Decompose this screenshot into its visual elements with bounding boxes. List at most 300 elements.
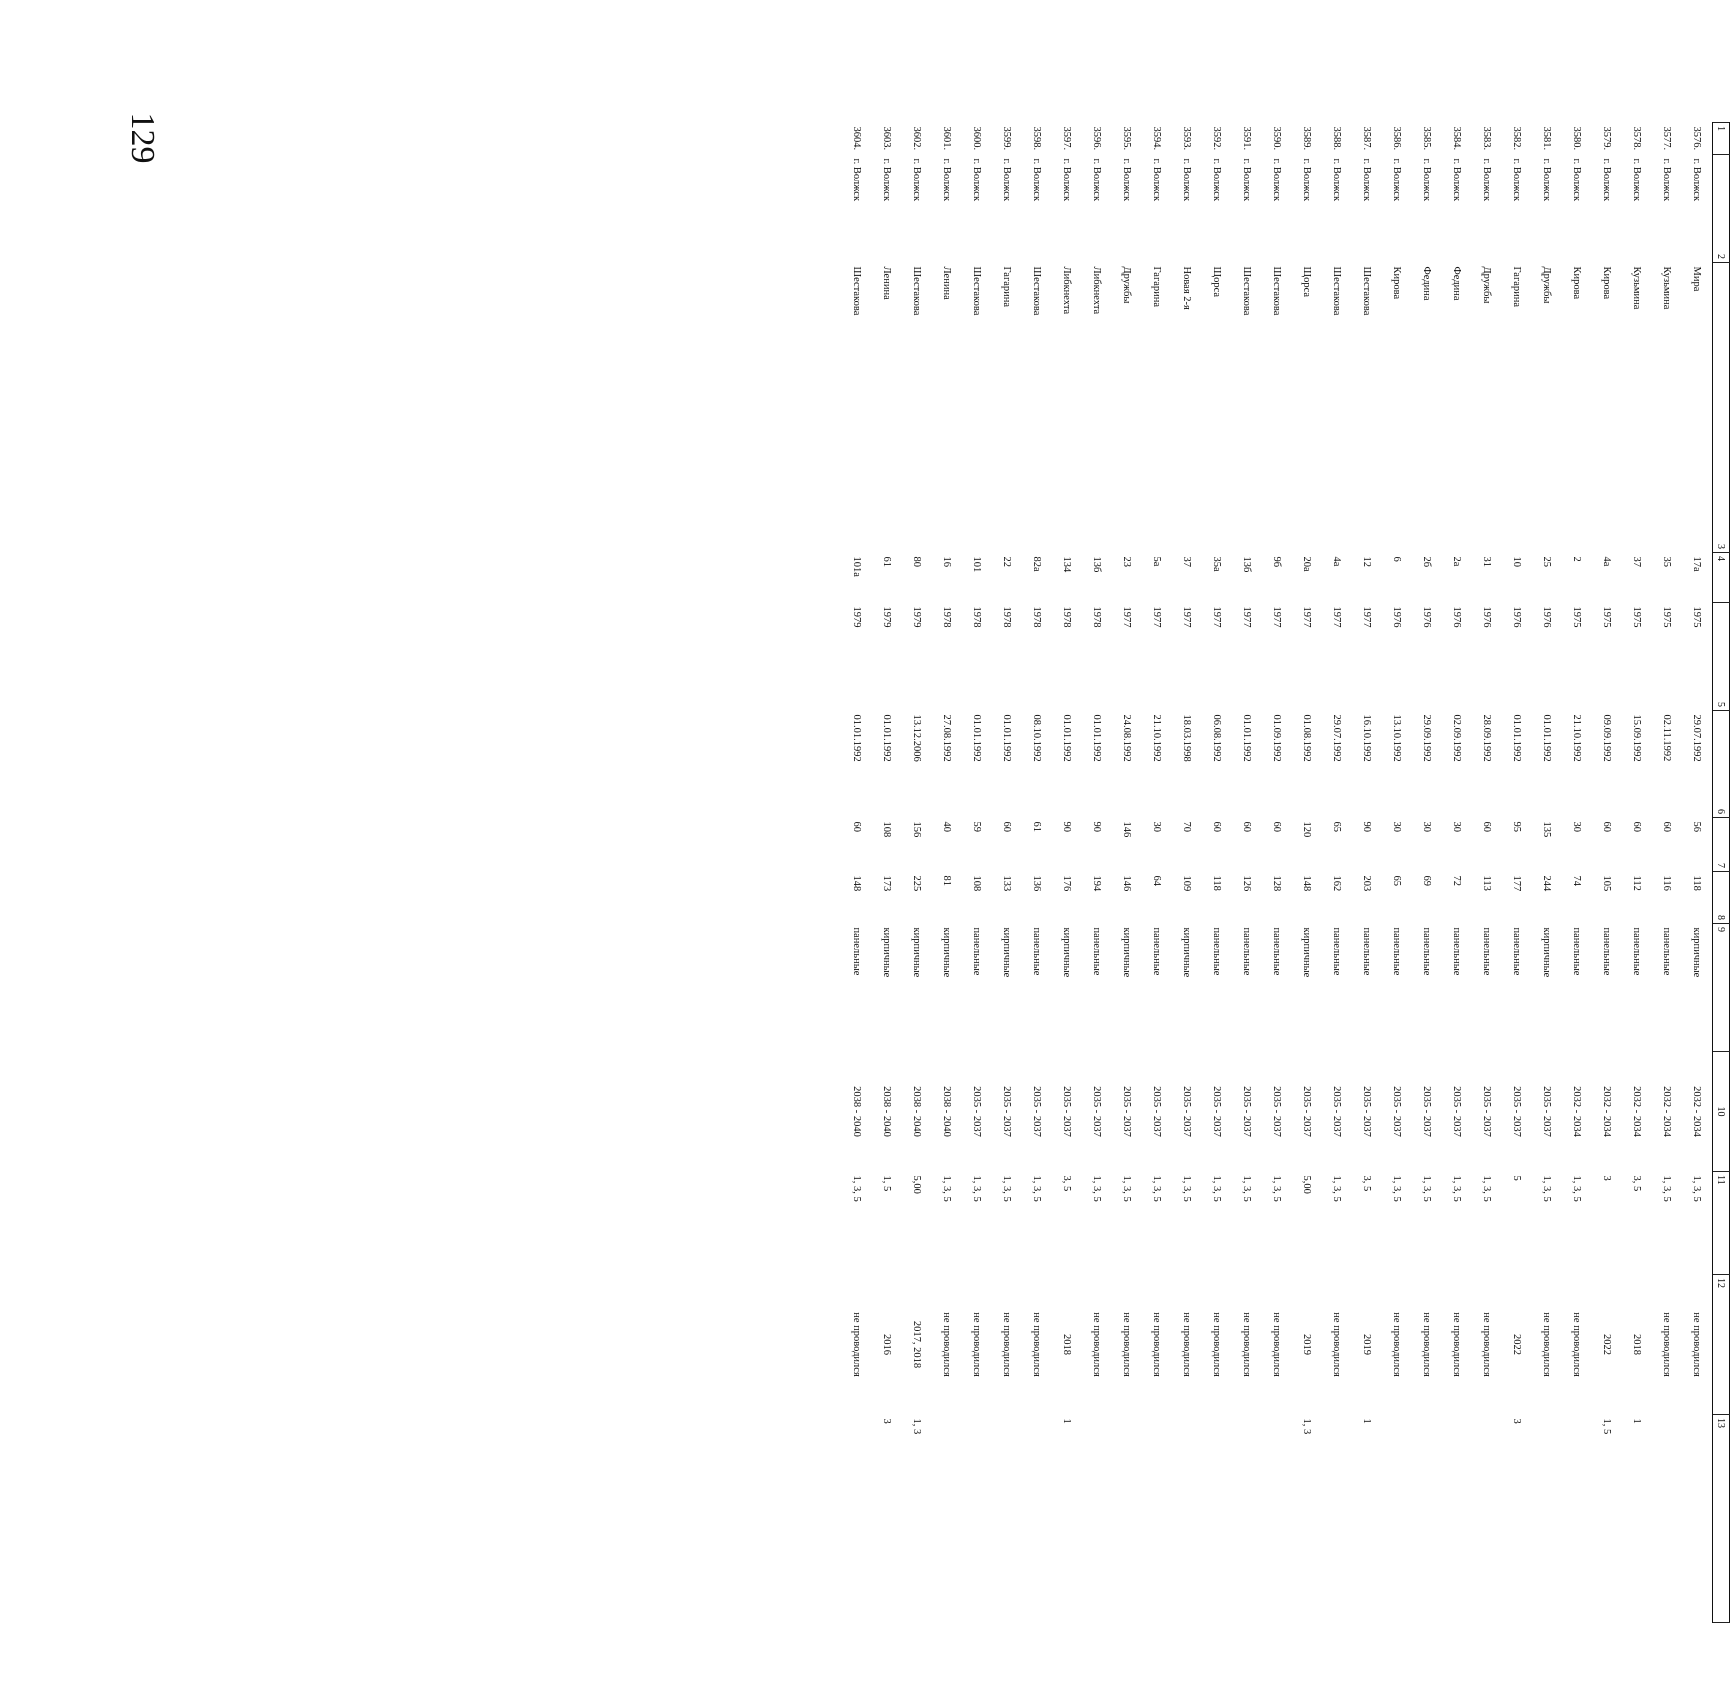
- table-cell: 1, 3, 5: [1271, 1175, 1283, 1202]
- table-cell: 1, 3, 5: [1391, 1175, 1403, 1202]
- table-body: [842, 123, 1713, 1623]
- table-cell: 162: [1331, 875, 1343, 892]
- table-cell: не проводился: [1481, 1312, 1493, 1377]
- table-cell: 3583.: [1481, 126, 1493, 151]
- table-cell: 244: [1541, 875, 1553, 892]
- table-cell: 9б: [1271, 556, 1283, 568]
- table-row: [992, 123, 1022, 1623]
- table-cell: г. Волжск: [941, 158, 953, 202]
- table-cell: 2016: [881, 1334, 893, 1355]
- table-cell: Гагарина: [1001, 266, 1013, 308]
- table-cell: 1975: [1601, 606, 1613, 628]
- table-cell: панельные: [1241, 927, 1253, 976]
- table-cell: не проводился: [1091, 1312, 1103, 1377]
- table-cell: 3594.: [1151, 126, 1163, 151]
- table-cell: г. Волжск: [1031, 158, 1043, 202]
- table-row: [1052, 123, 1082, 1623]
- table-cell: 02.11.1992: [1661, 714, 1673, 762]
- table-cell: 225: [911, 875, 923, 892]
- table-cell: панельные: [1211, 927, 1223, 976]
- table-cell: 1, 3, 5: [1211, 1175, 1223, 1202]
- table-cell: 3584.: [1451, 126, 1463, 151]
- column-header-10: 10: [1713, 1052, 1730, 1172]
- table-cell: 3597.: [1061, 126, 1073, 151]
- table-cell: панельные: [1511, 927, 1523, 976]
- table-cell: 3579.: [1601, 126, 1613, 151]
- table-cell: 5,00: [911, 1175, 923, 1194]
- table-cell: 2б: [1421, 556, 1433, 568]
- table-cell: не проводился: [1421, 1312, 1433, 1377]
- table-cell: 60: [1211, 821, 1223, 832]
- table-cell: 2035 - 2037: [1481, 1086, 1493, 1137]
- table-cell: 24.08.1992: [1121, 714, 1133, 762]
- table-cell: 1977: [1151, 606, 1163, 628]
- table-cell: [1172, 1415, 1202, 1623]
- table-cell: Дружбы: [1121, 266, 1133, 304]
- table-cell: 01.01.1992: [1541, 714, 1553, 762]
- table-cell: г. Волжск: [881, 158, 893, 202]
- table-cell: 5: [1511, 1175, 1523, 1181]
- table-cell: 37: [1631, 556, 1643, 567]
- table-cell: Шестакова: [971, 266, 983, 316]
- table-cell: 134: [1061, 556, 1073, 573]
- table-row: [902, 123, 932, 1623]
- table-cell: 13б: [1091, 556, 1103, 573]
- table-cell: 1977: [1361, 606, 1373, 628]
- table-cell: 2: [1571, 556, 1583, 562]
- table-cell: 29.07.1992: [1691, 714, 1703, 762]
- table-cell: [842, 1415, 872, 1623]
- table-cell: 101а: [851, 556, 863, 577]
- table-cell: [1082, 1415, 1112, 1623]
- table-cell: [1262, 1415, 1292, 1623]
- table-cell: 1979: [911, 606, 923, 628]
- table-cell: 60: [1271, 821, 1283, 832]
- table-cell: [1472, 1415, 1502, 1623]
- table-cell: 3592.: [1211, 126, 1223, 151]
- table-cell: г. Волжск: [911, 158, 923, 202]
- table-cell: 177: [1511, 875, 1523, 892]
- table-cell: 1, 3, 5: [1421, 1175, 1433, 1202]
- table-cell: 29.09.1992: [1421, 714, 1433, 762]
- table-cell: 2035 - 2037: [1151, 1086, 1163, 1137]
- table-row: [1112, 123, 1142, 1623]
- table-cell: 3581.: [1541, 126, 1553, 151]
- table-cell: 113: [1481, 875, 1493, 891]
- table-cell: 3: [881, 1418, 893, 1424]
- table-cell: 06.08.1992: [1211, 714, 1223, 762]
- table-cell: 3602.: [911, 126, 923, 151]
- table-cell: 2032 - 2034: [1571, 1086, 1583, 1137]
- table-cell: 1, 3, 5: [1451, 1175, 1463, 1202]
- table-row: [1202, 123, 1232, 1623]
- table-cell: 60: [851, 821, 863, 832]
- column-header-7: 7: [1713, 818, 1730, 872]
- table-cell: 3586.: [1391, 126, 1403, 151]
- column-header-6: 6: [1713, 711, 1730, 818]
- table-cell: 30: [1391, 821, 1403, 832]
- table-cell: 1, 3, 5: [1001, 1175, 1013, 1202]
- table-cell: 95: [1511, 821, 1523, 832]
- table-cell: 21.10.1992: [1571, 714, 1583, 762]
- table-cell: 108: [881, 821, 893, 838]
- table-cell: [1142, 1415, 1172, 1623]
- table-cell: 30: [1151, 821, 1163, 832]
- table-cell: 3601.: [941, 126, 953, 151]
- table-cell: г. Волжск: [1211, 158, 1223, 202]
- table-cell: 3590.: [1271, 126, 1283, 151]
- table-cell: 74: [1571, 875, 1583, 886]
- table-cell: не проводился: [1271, 1312, 1283, 1377]
- table-cell: [1532, 1415, 1562, 1623]
- table-cell: 3, 5: [1061, 1175, 1073, 1192]
- table-cell: Федина: [1451, 266, 1463, 301]
- table-cell: Кузьмина: [1631, 266, 1643, 310]
- table-cell: г. Волжск: [1421, 158, 1433, 202]
- table-cell: Шестакова: [1241, 266, 1253, 316]
- table-cell: 3596.: [1091, 126, 1103, 151]
- table-cell: 2032 - 2034: [1631, 1086, 1643, 1137]
- column-header-13: 13: [1713, 1415, 1730, 1623]
- table-cell: 1976: [1391, 606, 1403, 628]
- table-row: [932, 123, 962, 1623]
- table-cell: 22: [1001, 556, 1013, 567]
- table-cell: 3, 5: [1631, 1175, 1643, 1192]
- table-cell: 2а: [1451, 556, 1463, 567]
- table-cell: 5,00: [1301, 1175, 1313, 1194]
- table-cell: 3: [1601, 1175, 1613, 1181]
- table-cell: 21.10.1992: [1151, 714, 1163, 762]
- table-cell: [1112, 1415, 1142, 1623]
- table-cell: г. Волжск: [1691, 158, 1703, 202]
- table-cell: панельные: [1331, 927, 1343, 976]
- table-cell: 112: [1631, 875, 1643, 891]
- table-cell: 01.01.1992: [1091, 714, 1103, 762]
- table-cell: 3: [1511, 1418, 1523, 1424]
- table-cell: 2038 - 2040: [941, 1086, 953, 1137]
- table-cell: Шестакова: [1331, 266, 1343, 316]
- table-cell: Либкнехта: [1091, 266, 1103, 315]
- table-cell: 01.01.1992: [971, 714, 983, 762]
- table-cell: 3600.: [971, 126, 983, 151]
- table-cell: 2035 - 2037: [1361, 1086, 1373, 1137]
- table-cell: 1: [1361, 1418, 1373, 1424]
- column-header-4: 4: [1713, 553, 1730, 603]
- table-cell: кирпичные: [1301, 927, 1313, 978]
- table-cell: Дружбы: [1541, 266, 1553, 304]
- table-cell: 109: [1181, 875, 1193, 892]
- table-cell: [1322, 1415, 1352, 1623]
- table-cell: 2035 - 2037: [1121, 1086, 1133, 1137]
- table-cell: 16.10.1992: [1361, 714, 1373, 762]
- table-cell: 2035 - 2037: [1211, 1086, 1223, 1137]
- table-cell: 01.01.1992: [1511, 714, 1523, 762]
- table-cell: 3577.: [1661, 126, 1673, 151]
- table-cell: 30: [1571, 821, 1583, 832]
- table-row: [1082, 123, 1112, 1623]
- table-cell: 1, 5: [881, 1175, 893, 1192]
- table-row: [1622, 123, 1652, 1623]
- table-cell: панельные: [1451, 927, 1463, 976]
- table-cell: кирпичные: [1541, 927, 1553, 978]
- table-cell: 31: [1481, 556, 1493, 567]
- table-cell: 1979: [851, 606, 863, 628]
- table-cell: [962, 1415, 992, 1623]
- table-row: [1502, 123, 1532, 1623]
- table-cell: 3599.: [1001, 126, 1013, 151]
- table-cell: г. Волжск: [1361, 158, 1373, 202]
- table-cell: 1, 3, 5: [1151, 1175, 1163, 1202]
- table-cell: 1976: [1451, 606, 1463, 628]
- table-cell: панельные: [851, 927, 863, 976]
- table-cell: 13б: [1241, 556, 1253, 573]
- table-cell: не проводился: [1661, 1312, 1673, 1377]
- table-cell: 90: [1091, 821, 1103, 832]
- table-cell: кирпичные: [1181, 927, 1193, 978]
- table-cell: г. Волжск: [1541, 158, 1553, 202]
- table-row: [1412, 123, 1442, 1623]
- header-row: [1713, 123, 1730, 1623]
- table-cell: 61: [881, 556, 893, 567]
- table-cell: 82а: [1031, 556, 1043, 572]
- table-cell: 2035 - 2037: [1451, 1086, 1463, 1137]
- table-row: [1232, 123, 1262, 1623]
- table-cell: 3595.: [1121, 126, 1133, 151]
- table-cell: 2035 - 2037: [1091, 1086, 1103, 1137]
- table-cell: 1, 3, 5: [1121, 1175, 1133, 1202]
- table-cell: 1977: [1331, 606, 1343, 628]
- table-cell: 2017, 2018: [911, 1320, 923, 1369]
- table-cell: 13.12.2006: [911, 714, 923, 762]
- table-cell: 01.01.1992: [1001, 714, 1013, 762]
- table-cell: 01.01.1992: [1061, 714, 1073, 762]
- table-cell: 3578.: [1631, 126, 1643, 151]
- table-cell: 60: [1601, 821, 1613, 832]
- table-cell: 1, 3, 5: [1571, 1175, 1583, 1202]
- table-cell: 1, 3, 5: [1661, 1175, 1673, 1202]
- table-cell: 1, 3, 5: [1331, 1175, 1343, 1202]
- table-cell: не проводился: [1331, 1312, 1343, 1377]
- table-cell: панельные: [1421, 927, 1433, 976]
- table-row: [1172, 123, 1202, 1623]
- table-cell: 1978: [941, 606, 953, 628]
- table-row: [1262, 123, 1292, 1623]
- table-cell: 1, 3, 5: [1481, 1175, 1493, 1202]
- table-cell: 01.09.1992: [1271, 714, 1283, 762]
- table-cell: 64: [1151, 875, 1163, 886]
- table-cell: не проводился: [1181, 1312, 1193, 1377]
- table-row: [842, 123, 872, 1623]
- table-cell: 2019: [1361, 1334, 1373, 1355]
- table-cell: панельные: [1571, 927, 1583, 976]
- table-cell: [1382, 1415, 1412, 1623]
- table-cell: не проводился: [941, 1312, 953, 1377]
- table-cell: 3593.: [1181, 126, 1193, 151]
- table-cell: 13.10.1992: [1391, 714, 1403, 762]
- table-cell: не проводился: [1001, 1312, 1013, 1377]
- table-cell: 194: [1091, 875, 1103, 892]
- table-cell: [932, 1415, 962, 1623]
- table-cell: 1976: [1421, 606, 1433, 628]
- table-cell: 60: [1001, 821, 1013, 832]
- table-cell: г. Волжск: [1271, 158, 1283, 202]
- column-header-9: 9: [1713, 924, 1730, 1052]
- table-cell: не проводился: [1241, 1312, 1253, 1377]
- table-row: [1682, 123, 1713, 1623]
- table-cell: 126: [1241, 875, 1253, 892]
- column-header-2: 2: [1713, 155, 1730, 263]
- table-cell: 69: [1421, 875, 1433, 886]
- table-cell: 1, 3, 5: [1091, 1175, 1103, 1202]
- table-cell: 1977: [1271, 606, 1283, 628]
- table-cell: г. Волжск: [1571, 158, 1583, 202]
- table-cell: 2038 - 2040: [911, 1086, 923, 1137]
- table-cell: 135: [1541, 821, 1553, 838]
- table-cell: 2035 - 2037: [1421, 1086, 1433, 1137]
- table-cell: г. Волжск: [1331, 158, 1343, 202]
- housing-register-table: [842, 122, 1730, 1623]
- table-row: [1022, 123, 1052, 1623]
- table-cell: Шестакова: [911, 266, 923, 316]
- table-row: [1292, 123, 1322, 1623]
- table-cell: 108: [971, 875, 983, 892]
- table-cell: г. Волжск: [1151, 158, 1163, 202]
- table-cell: 2032 - 2034: [1691, 1086, 1703, 1137]
- table-cell: панельные: [1601, 927, 1613, 976]
- table-cell: кирпичные: [1121, 927, 1133, 978]
- table-cell: 2019: [1301, 1334, 1313, 1355]
- table-cell: Щорса: [1301, 266, 1313, 298]
- table-cell: 3591.: [1241, 126, 1253, 151]
- table-cell: 1978: [971, 606, 983, 628]
- table-cell: 61: [1031, 821, 1043, 832]
- table-cell: 60: [1631, 821, 1643, 832]
- table-cell: Шестакова: [1361, 266, 1373, 316]
- table-cell: 1: [1631, 1418, 1643, 1424]
- table-row: [1532, 123, 1562, 1623]
- table-cell: [992, 1415, 1022, 1623]
- table-cell: 2035 - 2037: [1391, 1086, 1403, 1137]
- page-number: 129: [124, 112, 161, 164]
- table-cell: Шестакова: [851, 266, 863, 316]
- table-cell: г. Волжск: [1121, 158, 1133, 202]
- table-cell: не проводился: [1151, 1312, 1163, 1377]
- table-cell: 1, 3, 5: [1031, 1175, 1043, 1202]
- table-cell: Кузьмина: [1661, 266, 1673, 310]
- table-cell: 1978: [1031, 606, 1043, 628]
- table-cell: 3603.: [881, 126, 893, 151]
- table-cell: не проводился: [851, 1312, 863, 1377]
- table-cell: 118: [1691, 875, 1703, 891]
- table-cell: 1979: [881, 606, 893, 628]
- table-cell: [1562, 1415, 1592, 1623]
- table-cell: 2035 - 2037: [1061, 1086, 1073, 1137]
- table-cell: г. Волжск: [1661, 158, 1673, 202]
- table-cell: [1682, 1415, 1713, 1623]
- table-cell: 4а: [1601, 556, 1613, 567]
- table-row: [1562, 123, 1592, 1623]
- table-cell: 128: [1271, 875, 1283, 892]
- table-cell: 3585.: [1421, 126, 1433, 151]
- table-row: [1382, 123, 1412, 1623]
- table-cell: 70: [1181, 821, 1193, 832]
- table-cell: 101: [971, 556, 983, 573]
- table-cell: панельные: [1361, 927, 1373, 976]
- table-cell: панельные: [1031, 927, 1043, 976]
- table-cell: 1: [1061, 1418, 1073, 1424]
- table-cell: 1977: [1301, 606, 1313, 628]
- table-row: [872, 123, 902, 1623]
- table-cell: г. Волжск: [971, 158, 983, 202]
- table-cell: Дружбы: [1481, 266, 1493, 304]
- table-row: [1442, 123, 1472, 1623]
- table-cell: 133: [1001, 875, 1013, 892]
- table-cell: [1412, 1415, 1442, 1623]
- table-cell: кирпичные: [881, 927, 893, 978]
- table-cell: 1975: [1571, 606, 1583, 628]
- table-cell: 3, 5: [1361, 1175, 1373, 1192]
- table-cell: г. Волжск: [1391, 158, 1403, 202]
- table-cell: 15.09.1992: [1631, 714, 1643, 762]
- table-cell: 16: [941, 556, 953, 567]
- table-cell: 90: [1061, 821, 1073, 832]
- table-cell: 1975: [1661, 606, 1673, 628]
- table-row: [1352, 123, 1382, 1623]
- table-cell: [1232, 1415, 1262, 1623]
- table-cell: 28.09.1992: [1481, 714, 1493, 762]
- table-row: [1142, 123, 1172, 1623]
- table-row: [1652, 123, 1682, 1623]
- table-cell: 4а: [1331, 556, 1343, 567]
- table-cell: 20а: [1301, 556, 1313, 572]
- table-cell: панельные: [1271, 927, 1283, 976]
- table-cell: 1, 3, 5: [851, 1175, 863, 1202]
- table-cell: 2038 - 2040: [881, 1086, 893, 1137]
- table-cell: 25: [1541, 556, 1553, 567]
- table-cell: Федина: [1421, 266, 1433, 301]
- table-cell: 2022: [1511, 1334, 1523, 1355]
- table-cell: 30: [1421, 821, 1433, 832]
- table-cell: не проводился: [1121, 1312, 1133, 1377]
- table-row: [962, 123, 992, 1623]
- table-cell: 65: [1331, 821, 1343, 832]
- table-row: [1592, 123, 1622, 1623]
- table-cell: г. Волжск: [1001, 158, 1013, 202]
- table-cell: Новая 2-я: [1181, 266, 1193, 310]
- table-cell: 1977: [1121, 606, 1133, 628]
- table-cell: 2035 - 2037: [1301, 1086, 1313, 1137]
- table-cell: 1, 3, 5: [971, 1175, 983, 1202]
- table-cell: 01.08.1992: [1301, 714, 1313, 762]
- table-cell: 2035 - 2037: [1541, 1086, 1553, 1137]
- table-cell: кирпичные: [1061, 927, 1073, 978]
- table-cell: 1, 3, 5: [1241, 1175, 1253, 1202]
- table-cell: не проводился: [1541, 1312, 1553, 1377]
- table-cell: Кирова: [1601, 266, 1613, 300]
- table-cell: 2018: [1061, 1334, 1073, 1355]
- table-cell: 02.09.1992: [1451, 714, 1463, 762]
- table-cell: не проводился: [1391, 1312, 1403, 1377]
- table-cell: кирпичные: [1001, 927, 1013, 978]
- table-cell: 1977: [1181, 606, 1193, 628]
- table-cell: 1975: [1691, 606, 1703, 628]
- table-cell: не проводился: [1691, 1312, 1703, 1377]
- table-cell: г. Волжск: [1481, 158, 1493, 202]
- table-cell: панельные: [1091, 927, 1103, 976]
- table-cell: 3598.: [1031, 126, 1043, 151]
- table-cell: 1978: [1061, 606, 1073, 628]
- table-cell: 40: [941, 821, 953, 832]
